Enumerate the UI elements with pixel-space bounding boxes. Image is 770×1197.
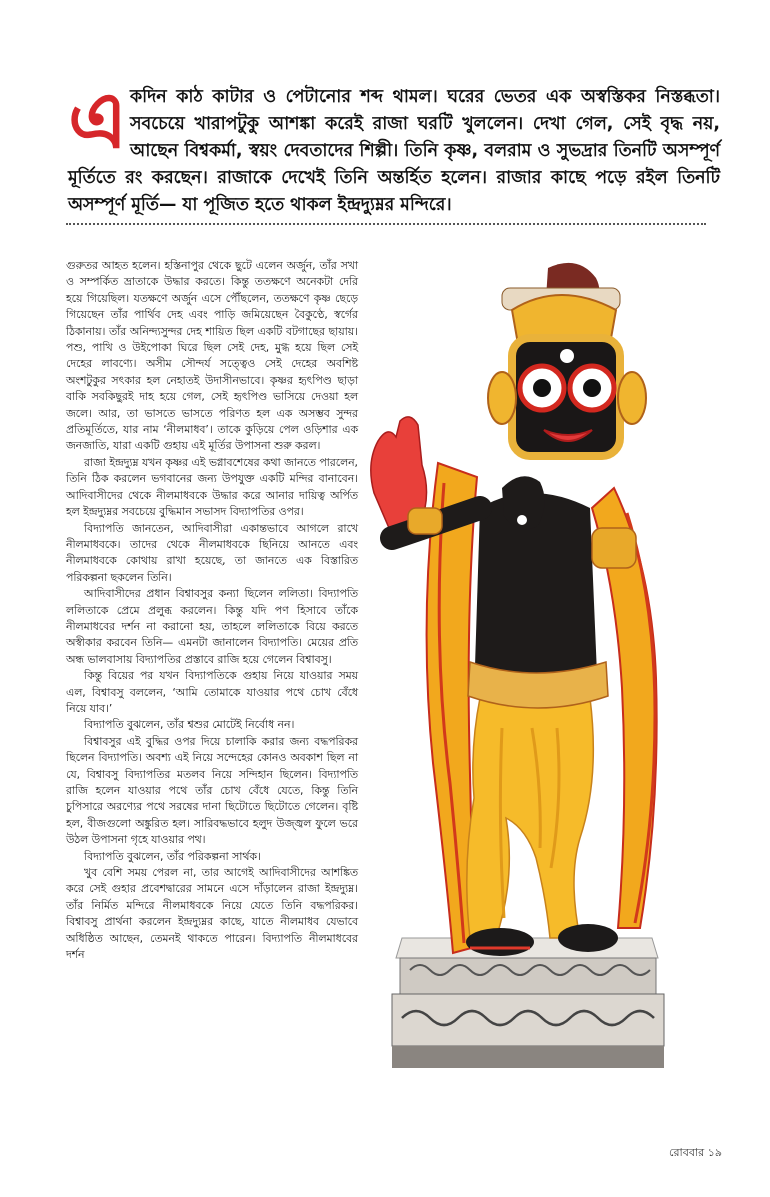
right-foot: [558, 924, 618, 952]
body-paragraph: বিদ্যাপতি বুঝলেন, তাঁর পরিকল্পনা সার্থক।: [84, 849, 261, 863]
jagannath-idol-figure: [352, 258, 724, 1098]
body-paragraph: আদিবাসীদের প্রধান বিশ্বাবসুর কন্যা ছিলেন ললিতা। বিদ্যাপতি ললিতাকে প্রেমে প্রলুব্ধ করলেন। কিন্তু যদি পণ হিসাবে তাঁকে নীলমাধবের দর্শন না করানো হয়, তাহলে ললিতাকে বিয়ে করতে অস্বীকার করবেন তিনি— এমনটা জানালেন বিদ্যাপতি। মেয়ের প্রতি অন্ধ ভালবাসায় বিদ্যাপতির প্রস্তাবে রাজি হয়ে গেলেন বিশ্বাবসু।: [66, 587, 358, 666]
left-foot: [466, 928, 534, 956]
body-paragraph: বিদ্যাপতি বুঝলেন, তাঁর শ্বশুর মোটেই নির্বোধ নন।: [84, 718, 295, 732]
dhoti: [467, 688, 594, 938]
body-paragraph: গুরুতর আহত হলেন। হস্তিনাপুর থেকে ছুটে এলেন অর্জুন, তাঁর সখা ও সম্পর্কিত ভ্রাতাকে উদ্ধার করতে। কিন্তু ততক্ষণে অনেকটা দেরি হয়ে গিয়েছিল। যতক্ষণে অর্জুন এসে পৌঁছলেন, ততক্ষণে কৃষ্ণ ছেড়ে গিয়েছেন তাঁর পার্থিব দেহ এবং পাড়ি জমিয়েছেন বৈকুণ্ঠে, স্বর্গের ঠিকানায়। তাঁর অনিন্দ্যসুন্দর দেহ শায়িত ছিল একটি বটগাছের ছায়ায়। পশু, পাখি ও উইপোকা ঘিরে ছিল সেই দেহ, মুগ্ধ হয়ে ছিল সেই দেহের লাবণ্যে। অসীম সৌন্দর্য সত্ত্বেও সেই দেহের অবশিষ্ট অংশটুকুর সৎকার হল নেহাতই উদাসীনভাবে। কৃষ্ণর হৃৎপিণ্ড ছাড়া বাকি সবকিছুরই দাহ হয়ে গেল, সেই হৃৎপিণ্ড ভাসিয়ে দেওয়া হল জলে। আর, তা ভাসতে ভাসতে পরিণত হল এক অসম্ভব সুন্দর প্রতিমূর্তিতে, যার নাম ‘নীলমাধব’। তাকে কুড়িয়ে পেল ওড়িশার এক জনজাতি, যারা একটি গুহায় এই মূর্তির উপাসনা শুরু করল।: [66, 259, 358, 453]
drop-cap: এ: [68, 75, 128, 166]
intro-paragraph: কদিন কাঠ কাটার ও পেটানোর শব্দ থামল। ঘরের ভেতর এক অস্বস্তিকর নিস্তব্ধতা। সবচেয়ে খারাপটুকু আশঙ্কা করেই রাজা ঘরটি খুললেন। দেখা গেল, সেই বৃদ্ধ নয়, আছেন বিশ্বকর্মা, স্বয়ং দেবতাদের শিল্পী। তিনি কৃষ্ণ, বলরাম ও সুভদ্রার তিনটি অসম্পূর্ণ মূর্তিতে রং করছেন। রাজাকে দেখেই তিনি অন্তর্হিত হলেন। রাজার কাছে পড়ে রইল তিনটি অসম্পূর্ণ মূর্তি— যা পূজিত হতে থাকল ইন্দ্রদ্যুম্নর মন্দিরে।: [68, 87, 720, 215]
body-paragraph: রাজা ইন্দ্রদ্যুম্ন যখন কৃষ্ণর এই ভগ্নাবশেষের কথা জানতে পারলেন, তিনি ঠিক করলেন ভগবানের জন্য উপযুক্ত একটি মন্দির বানাবেন। আদিবাসীদের থেকে নীলমাধবকে উদ্ধার করে আনার দায়িত্ব অর্পিত হল ইন্দ্রদ্যুম্নর সবচেয়ে বুদ্ধিমান সভাসদ বিদ্যাপতির ওপর।: [66, 455, 358, 519]
dotted-divider: [66, 223, 706, 225]
intro-block: [68, 75, 720, 219]
body-paragraph: খুব বেশি সময় পেরল না, তার আগেই আদিবাসীদের আশঙ্কিত করে সেই গুহার প্রবেশদ্বারের সামনে এসে দাঁড়ালেন রাজা ইন্দ্রদ্যুম্ন। তাঁর নির্মিত মন্দিরে নীলমাধবকে নিয়ে যেতে তিনি বদ্ধপরিকর। বিশ্বাবসু প্রার্থনা করলেন ইন্দ্রদ্যুম্নর কাছে, যাতে নীলমাধব যেভাবে অধিষ্ঠিত আছেন, তেমনই থাকতে পারেন। বিদ্যাপতি নীলমাধবের দর্শন: [66, 866, 358, 962]
body-paragraph: কিন্তু বিয়ের পর যখন বিদ্যাপতিকে গুহায় নিয়ে যাওয়ার সময় এল, বিশ্বাবসু বললেন, ‘আমি তোমাকে যাওয়ার পথে চোখ বেঁধে নিয়ে যাব।’: [66, 669, 358, 715]
pedestal: [392, 938, 664, 1068]
body-paragraph: বিশ্বাবসুর এই বুদ্ধির ওপর দিয়ে চালাকি করার জন্য বদ্ধপরিকর ছিলেন বিদ্যাপতি। অবশ্য এই নিয়ে সন্দেহের কোনও অবকাশ ছিল না যে, বিশ্বাবসু বিদ্যাপতির মতলব নিয়ে সন্দিহান ছিলেন। বিদ্যাপতি রাজি হলেন যাওয়ার পথে তাঁর চোখ বেঁধে যেতে, কিন্তু তিনি চুপিসারে অরণ্যের পথে সরষের দানা ছিটোতে ছিটোতে গেলেন। বৃষ্টি হল, বীজগুলো অঙ্কুরিত হল। সারিবদ্ধভাবে হলুদ উজ্জ্বল ফুলে ভরে উঠল উপাসনা গৃহে যাওয়ার পথ।: [66, 734, 358, 847]
page-number: রোববার ১৯: [669, 1146, 722, 1159]
body-column: [66, 258, 358, 963]
body-paragraph: বিদ্যাপতি জানতেন, আদিবাসীরা একান্তভাবে আগলে রাখে নীলমাধবকে। তাদের থেকে নীলমাধবকে ছিনিয়ে আনতে এবং নীলমাধবকে কোথায় রাখা হয়েছে, তা জানতে এক বিস্তারিত পরিকল্পনা ছকলেন তিনি।: [66, 521, 358, 584]
